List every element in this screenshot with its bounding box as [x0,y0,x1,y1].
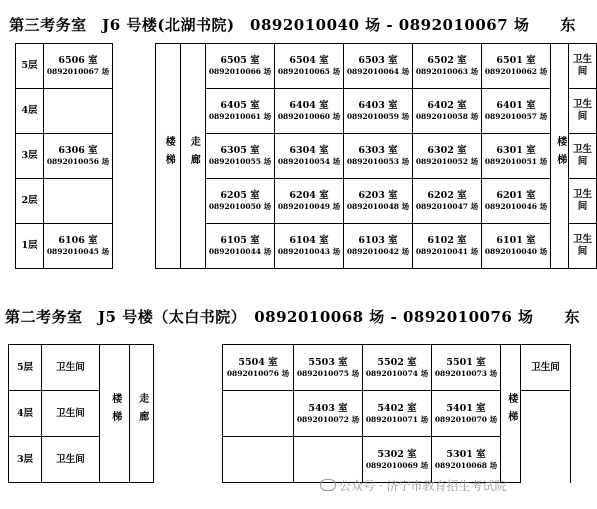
room-cell [344,134,413,179]
room-number: 5402 室 [377,402,417,414]
room-cell [363,391,432,437]
room-cell [482,89,551,134]
room-cell [154,437,223,483]
room-number: 5401 室 [446,402,486,414]
stairwell-label: 楼梯 [554,135,566,172]
floor-row [9,391,571,437]
restroom-cell [521,391,571,437]
room-number: 6302 室 [427,145,467,157]
exam-venue-code: 0892010043 场 [277,247,341,257]
exam-venue-code: 0892010066 场 [208,67,272,77]
room-number: 6305 室 [220,145,260,157]
room-number: 6506 室 [58,55,98,67]
room-number: 5504 室 [238,356,278,368]
watermark-text: 公众号 · 济宁市教育招生考试院 [339,479,507,493]
restroom-cell: 卫生间 [42,391,100,437]
exam-venue-code: 0892010049 场 [277,202,341,212]
room-cell [413,44,482,89]
room-cell [44,179,113,224]
room-number: 6402 室 [427,100,467,112]
room-cell [413,134,482,179]
room-cell [44,134,113,179]
room-number: 5501 室 [446,356,486,368]
exam-venue-code: 0892010054 场 [277,157,341,167]
exam-venue-code: 0892010059 场 [346,112,410,122]
room-number: 6403 室 [358,100,398,112]
exam-venue-code: 0892010041 场 [415,247,479,257]
room-number: 6204 室 [289,190,329,202]
restroom-cell: 卫生间 [521,345,571,391]
room-number: 6205 室 [220,190,260,202]
room-cell [294,391,363,437]
exam-venue-code: 0892010069 场 [365,460,429,470]
exam-venue-code: 0892010075 场 [296,368,360,378]
exam-venue-code: 0892010058 场 [415,112,479,122]
room-number: 6501 室 [496,55,536,67]
room-number: 6404 室 [289,100,329,112]
room-cell [363,345,432,391]
room-number: 6303 室 [358,145,398,157]
floor-row [16,89,597,134]
exam-venue-code: 0892010045 场 [46,247,110,257]
exam-venue-code: 0892010067 场 [46,67,110,77]
room-cell [206,44,275,89]
corridor-label: 走廊 [136,393,148,430]
exam-venue-code: 0892010073 场 [434,368,498,378]
stairwell-right [501,345,521,483]
exam-venue-code: 0892010072 场 [296,414,360,424]
room-cell [275,89,344,134]
room-number: 6201 室 [496,190,536,202]
room-number: 6104 室 [289,235,329,247]
floor-label: 4层 [16,89,44,134]
room-cell [344,179,413,224]
room-number: 6304 室 [289,145,329,157]
room-number: 6504 室 [289,55,329,67]
corridor-label: 走廊 [188,135,200,172]
room-number: 6102 室 [427,235,467,247]
restroom-cell: 卫生间 [569,179,597,224]
room-cell [206,224,275,269]
room-cell [154,345,223,391]
floor-row [9,345,571,391]
building1-floor-plan [15,43,597,269]
stairwell-label: 楼梯 [505,393,517,430]
room-cell [44,44,113,89]
room-cell [275,134,344,179]
floor-label: 1层 [16,224,44,269]
room-number: 6401 室 [496,100,536,112]
exam-venue-code: 0892010076 场 [226,368,290,378]
room-number: 6503 室 [358,55,398,67]
floor-row [16,44,597,89]
room-cell [223,345,294,391]
room-number: 5301 室 [446,448,486,460]
room-number: 6505 室 [220,55,260,67]
floor-label: 5层 [9,345,42,391]
restroom-cell: 卫生间 [569,224,597,269]
room-cell [275,44,344,89]
restroom-cell: 卫生间 [569,44,597,89]
room-cell [482,224,551,269]
room-number: 6106 室 [58,235,98,247]
exam-venue-code: 0892010048 场 [346,202,410,212]
exam-venue-code: 0892010063 场 [415,67,479,77]
room-cell [344,224,413,269]
room-number: 5403 室 [308,402,348,414]
gap-column [113,44,156,269]
room-cell [413,89,482,134]
exam-venue-code: 0892010046 场 [484,202,548,212]
exam-venue-code: 0892010074 场 [365,368,429,378]
room-number: 6306 室 [58,145,98,157]
restroom-cell: 卫生间 [569,134,597,179]
room-number: 6301 室 [496,145,536,157]
room-number: 5502 室 [377,356,417,368]
floor-label: 4层 [9,391,42,437]
stairwell-left [100,345,130,483]
exam-venue-code: 0892010071 场 [365,414,429,424]
room-number: 6502 室 [427,55,467,67]
room-cell [294,437,363,483]
room-cell [44,224,113,269]
room-cell [363,437,432,483]
room-cell [344,44,413,89]
floor-label: 3层 [16,134,44,179]
room-number: 6203 室 [358,190,398,202]
room-cell [206,134,275,179]
room-number: 5302 室 [377,448,417,460]
room-cell [206,89,275,134]
floor-row [9,437,571,483]
room-cell [413,179,482,224]
room-cell [344,89,413,134]
room-number: 6103 室 [358,235,398,247]
room-cell [206,179,275,224]
stairwell-right [551,44,569,269]
exam-venue-code: 0892010061 场 [208,112,272,122]
room-cell [223,437,294,483]
exam-venue-code: 0892010064 场 [346,67,410,77]
room-cell [432,345,501,391]
room-cell [482,134,551,179]
room-number: 6105 室 [220,235,260,247]
room-cell [275,179,344,224]
exam-venue-code: 0892010062 场 [484,67,548,77]
room-cell [294,345,363,391]
restroom-cell: 卫生间 [42,437,100,483]
room-cell [432,391,501,437]
floor-row [16,179,597,224]
exam-venue-code: 0892010057 场 [484,112,548,122]
exam-venue-code: 0892010042 场 [346,247,410,257]
room-cell [275,224,344,269]
floor-label: 3层 [9,437,42,483]
room-number: 6202 室 [427,190,467,202]
floor-label: 5层 [16,44,44,89]
building2-title: 第二考务室 J5 号楼（太白书院） 0892010068 场 - 0892010076 场 东 [4,308,581,326]
corridor [130,345,154,483]
exam-venue-code: 0892010044 场 [208,247,272,257]
restroom-cell [521,437,571,483]
exam-venue-code: 0892010047 场 [415,202,479,212]
floor-row [16,134,597,179]
exam-venue-code: 0892010040 场 [484,247,548,257]
room-cell [154,391,223,437]
exam-venue-code: 0892010052 场 [415,157,479,167]
floor-row [16,224,597,269]
stairwell-label: 楼梯 [163,135,175,172]
exam-venue-code: 0892010060 场 [277,112,341,122]
stairwell-left [156,44,181,269]
exam-venue-code: 0892010068 场 [434,460,498,470]
restroom-cell: 卫生间 [42,345,100,391]
room-cell [432,437,501,483]
room-number: 6405 室 [220,100,260,112]
wechat-logo-icon [320,479,336,491]
exam-venue-code: 0892010050 场 [208,202,272,212]
room-cell [482,44,551,89]
stairwell-label: 楼梯 [109,393,121,430]
exam-venue-code: 0892010055 场 [208,157,272,167]
exam-venue-code: 0892010056 场 [46,157,110,167]
restroom-cell: 卫生间 [569,89,597,134]
floor-label: 2层 [16,179,44,224]
room-cell [44,89,113,134]
building1-title: 第三考务室 J6 号楼(北湖书院) 0892010040 场 - 0892010067 场 东 [9,16,576,34]
building2-floor-plan [8,344,571,483]
exam-venue-code: 0892010070 场 [434,414,498,424]
room-cell [413,224,482,269]
exam-venue-code: 0892010053 场 [346,157,410,167]
room-cell [223,391,294,437]
room-number: 5503 室 [308,356,348,368]
corridor [181,44,206,269]
room-cell [482,179,551,224]
exam-venue-code: 0892010065 场 [277,67,341,77]
watermark [320,477,506,494]
exam-venue-code: 0892010051 场 [484,157,548,167]
room-number: 6101 室 [496,235,536,247]
